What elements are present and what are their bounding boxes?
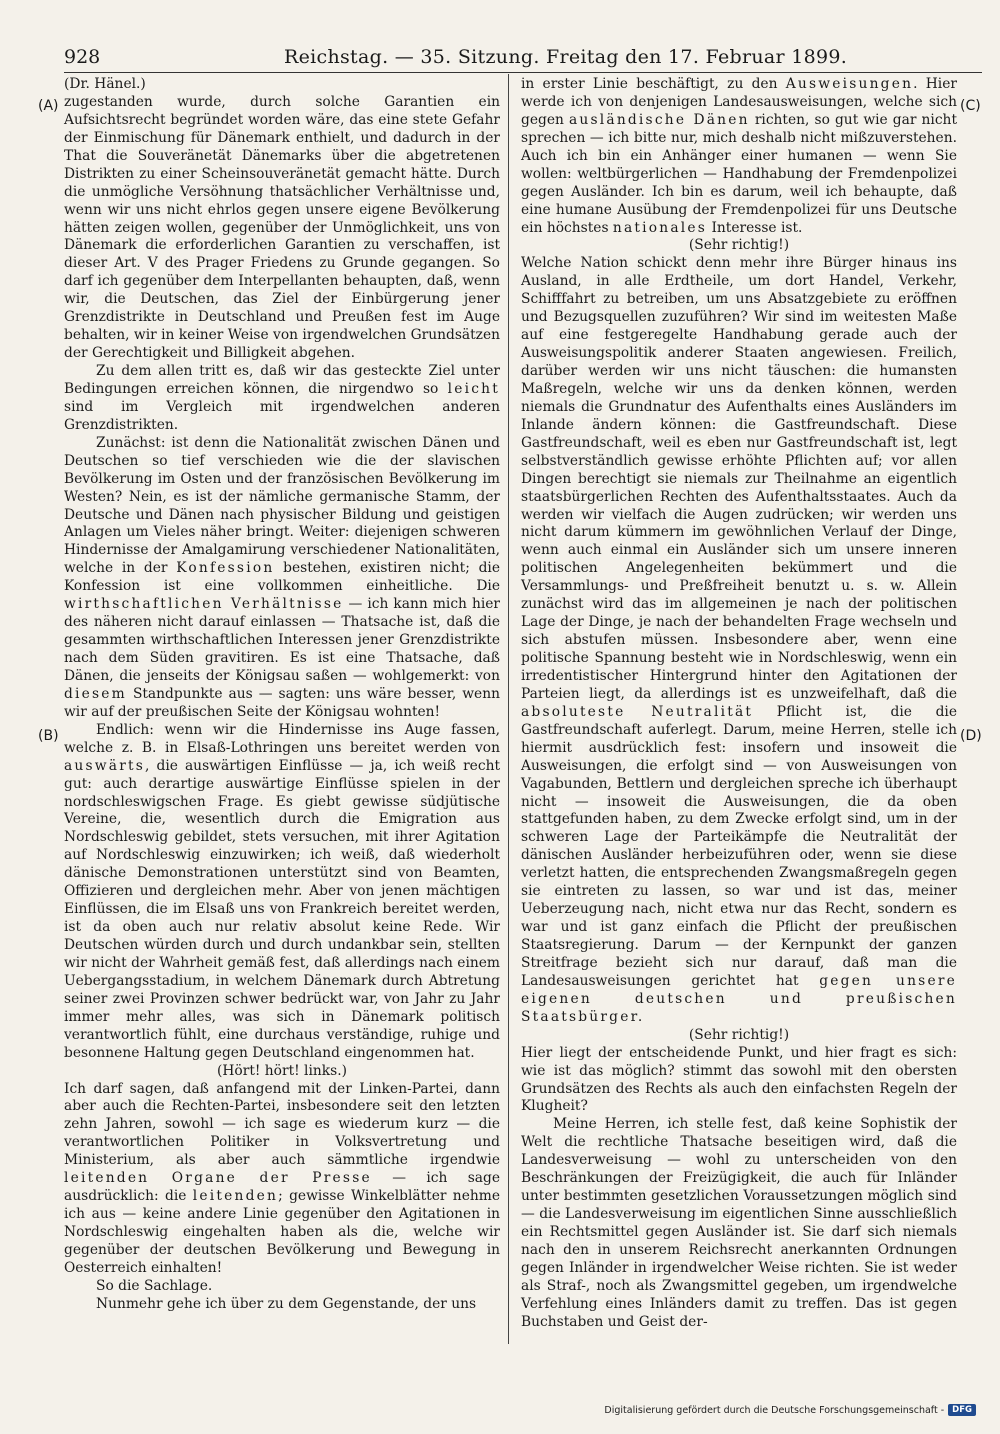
- digitization-footer: [604, 1403, 976, 1417]
- column-divider: [508, 74, 509, 1344]
- paragraph: Endlich: wenn wir die Hindernisse ins Auge fassen, welche z. B. in Elsaß-Lothringen uns bereitet werden von auswärts, die auswärtigen Einflüsse — ja, ich weiß recht gut: auch derartige auswärtige Einflüsse spielen in der nordschleswigschen Frage. Es giebt gewisse südjütische Vereine, die, wesentlich durch die Emigration aus Nordschleswig gebildet, stets versuchen, mit ihrer Agitation auf Nordschleswig einzuwirken; ich weiß, daß wiederholt dänische Demonstrationen unterstützt sind von Beamten, Offizieren und dergleichen mehr. Aber von jenen mächtigen Einflüssen, die im Elsaß uns von Frankreich bereitet werden, ist da oben auch nur relativ absolut keine Rede. Wir Deutschen würden durch und durch undankbar sein, stellten wir nicht der Wahrheit gemäß fest, daß allerdings nach einem Uebergangsstadium, in welchem Dänemark durch Abtretung seiner zwei Provinzen schwer bedrückt war, von Jahr zu Jahr immer mehr alles, was sich in Dänemark politisch verantwortlich fühlt, eine durchaus verständige, ruhige und besonnene Haltung gegen Deutschland eingenommen hat.: [64, 721, 500, 1061]
- paragraph: zugestanden wurde, durch solche Garantien ein Aufsichtsrecht begründet worden wäre, das eine stete Gefahr der Einmischung für Dänemark enthielt, und dadurch in der That die Souveränetät Dänemarks über die abgetretenen Distrikten zu einer Scheinsouveränetät gemacht hätte. Durch die unmögliche Versöhnung thatsächlicher Verhältnisse und, wenn wir uns nicht ehrlos gegen unsere eigene Bevölkerung hätten zeigen wollen, gegenüber der Unmöglichkeit, uns von Dänemark die erforderlichen Garantien zu verschaffen, ist dieser Art. V des Prager Friedens zu Grunde gegangen. So darf ich gegenüber dem Interpellanten behaupten, daß, wenn wir, die Deutschen, das Ziel der Einbürgerung jener Grenzdistrikte in Deutschland und Preußen fest im Auge behalten, wir in keiner Weise von irgendwelchen Grundsätzen der Gerechtigkeit und Billigkeit abgehen.: [64, 93, 500, 362]
- paragraph: in erster Linie beschäftigt, zu den Ausweisungen. Hier werde ich von denjenigen Landesausweisungen, welche sich gegen ausländische Dänen richten, so gut wie gar nicht sprechen — ich bitte nur, mich deshalb nicht mißzuverstehen. Auch ich bin ein Anhänger einer humanen — wenn Sie wollen: weltbürgerlichen — Handhabung der Fremdenpolizei gegen Ausländer. Ich bin es darum, weil ich behaupte, daß eine humane Ausübung der Fremdenpolizei für uns Deutsche ein höchstes nationales Interesse ist.: [521, 76, 957, 236]
- header-rule: [64, 72, 982, 73]
- margin-letter-a: (A): [38, 98, 59, 114]
- paragraph: So die Sachlage.: [96, 1277, 213, 1294]
- interjection: (Sehr richtig!): [688, 1026, 790, 1043]
- right-column: [521, 76, 957, 1332]
- paragraph: Meine Herren, ich stelle fest, daß keine Sophistik der Welt die rechtliche Thatsache beseitigen wird, daß die Landesverweisung — wohl zu unterscheiden von den Beschränkungen der Freizügigkeit, die auch für Inländer unter bestimmten gesetzlichen Voraussetzungen möglich sind — die Landesverweisung im eigentlichen Sinne ausschließlich ein Rechtsmittel gegen Ausländer ist. Sie darf sich niemals nach den in unserem Reichsrecht anerkannten Ordnungen gegen Inländer in irgendwelcher Weise richten. Sie ist weder als Straf-, noch als Zwangsmittel gegeben, um irgendwelche Verfehlung eines Inländers damit zu treffen. Das ist gegen Buchstaben und Geist der-: [521, 1116, 957, 1330]
- footer-credit: Digitalisierung gefördert durch die Deutsche Forschungsgemeinschaft -: [604, 1404, 945, 1416]
- paragraph: Nunmehr gehe ich über zu dem Gegenstande, der uns: [96, 1295, 477, 1312]
- running-title: Reichstag. — 35. Sitzung. Freitag den 17. Februar 1899.: [284, 46, 848, 68]
- interjection: (Hört! hört! links.): [217, 1062, 347, 1079]
- paragraph: Hier liegt der entscheidende Punkt, und hier fragt es sich: wie ist das möglich? stimmt das sowohl mit den obersten Grundsätzen des Rechts als auch den einfachsten Regeln der Klugheit?: [521, 1044, 957, 1115]
- page-header: [64, 44, 976, 70]
- paragraph: Zunächst: ist denn die Nationalität zwischen Dänen und Deutschen so tief verschieden wie die der slavischen Bevölkerung im Osten und der französischen Bevölkerung im Westen? Nein, es ist der nämliche germanische Stamm, der Deutsche und Dänen nach physischer Bildung und geistigen Anlagen um Vieles näher bringt. Weiter: diejenigen schweren Hindernisse der Amalgamirung verschiedener Nationalitäten, welche in der Konfession bestehen, existiren nicht; die Konfession ist eine vollkommen einheitliche. Die wirthschaftlichen Verhältnisse — ich kann mich hier des näheren nicht darauf einlassen — Thatsache ist, daß die gesammten wirthschaftlichen Interessen jener Grenzdistrikte nach dem Süden gravitiren. Es ist eine Thatsache, daß Dänen, die jenseits der Königsau saßen — wohlgemerkt: von diesem Standpunkte aus — sagten: uns wäre besser, wenn wir auf der preußischen Seite der Königsau wohnten!: [64, 434, 501, 720]
- paragraph: Ich darf sagen, daß anfangend mit der Linken-Partei, dann aber auch die Rechten-Partei, insbesondere seit den letzten zehn Jahren, sowohl — ich sage es wiederum kurz — die verantwortlichen Politiker in Volksvertretung und Ministerium, als aber auch sämmtliche irgendwie leitenden Organe der Presse — ich sage ausdrücklich: die leitenden; gewisse Winkelblätter nehme ich aus — keine andere Linie gegenüber den Agitationen in Nordschleswig eingehalten haben als die, welche wir gegenüber der deutschen Bevölkerung und Bewegung in Oesterreich einhalten!: [64, 1080, 500, 1276]
- paragraph: Welche Nation schickt denn mehr ihre Bürger hinaus ins Ausland, in alle Erdtheile, um dort Handel, Verkehr, Schifffahrt zu betreiben, um uns Absatzgebiete zu eröffnen und Bezugsquellen zuzuführen? Wir sind im weitesten Maße auf eine festgeregelte Handhabung gerade auch der Ausweisungspolitik anderer Staaten angewiesen. Freilich, darüber werden wir uns nicht täuschen: die humansten Maßregeln, welche wir uns da denken können, werden niemals die Grundnatur des Aufenthalts eines Ausländers im Inlande ändern können: die Gastfreundschaft. Diese Gastfreundschaft, weil es eben nur Gastfreundschaft ist, legt selbstverständlich gewisse erhöhte Pflichten auf; vor allen Dingen berechtigt sie niemals zur Theilnahme an eigentlich staatsbürgerlichen Rechten des Aufenthaltsstaates. Auch da werden wir vielfach die Augen zudrücken; wir werden uns nicht darum kümmern im gewöhnlichen Verlauf der Dinge, wenn auch einmal ein Ausländer sich um unsere inneren politischen Angelegenheiten bekümmert und die Versammlungs- und Preßfreiheit benutzt u. s. w. Allein zunächst wird das im allgemeinen je nach der politischen Lage der Dinge, je nach der behandelten Frage wechseln und sich abstufen müssen. Insbesondere aber, wenn eine politische Spannung besteht wie in Nordschleswig, wenn ein irredentistischer Hintergrund hinter den Agitationen der Parteien liegt, da allerdings ist es unzweifelhaft, daß die absoluteste Neutralität Pflicht ist, die die Gastfreundschaft auferlegt. Darum, meine Herren, stelle ich hiermit ausdrücklich fest: insofern und insoweit die Ausweisungen, die erfolgt sind — von Ausweisungen von Vagabunden, Bettlern und dergleichen spreche ich überhaupt nicht — insoweit die Ausweisungen, die da oben stattgefunden haben, zu dem Zwecke erfolgt sind, um in der schweren Lage der Parteikämpfe die Neutralität der dänischen Ausländer herbeizuführen oder, wenn sie diese verletzt hatten, die entsprechenden Zwangsmaßregeln gegen sie eintreten zu lassen, so war und ist das, meiner Ueberzeugung nach, nicht etwa nur das Recht, sondern es war und ist ganz einfach die Pflicht der preußischen Staatsregierung. Darum — der Kernpunkt der ganzen Streitfrage bezieht sich nur darauf, daß man die Landesausweisungen gerichtet hat gegen unsere eigenen deutschen und preußischen Staatsbürger.: [521, 255, 958, 1025]
- speaker-label: (Dr. Hänel.): [64, 76, 146, 92]
- page-number: 928: [64, 46, 101, 68]
- margin-letter-c: (C): [960, 98, 981, 114]
- interjection: (Sehr richtig!): [688, 237, 790, 254]
- margin-letter-b: (B): [38, 728, 59, 744]
- paragraph: Zu dem allen tritt es, daß wir das gesteckte Ziel unter Bedingungen erreichen können, die nirgendwo so leicht sind im Vergleich mit irgendwelchen anderen Grenzdistrikten.: [64, 363, 501, 433]
- left-column: [64, 76, 500, 1314]
- dfg-logo: DFG: [948, 1404, 976, 1416]
- margin-letter-d: (D): [960, 728, 982, 744]
